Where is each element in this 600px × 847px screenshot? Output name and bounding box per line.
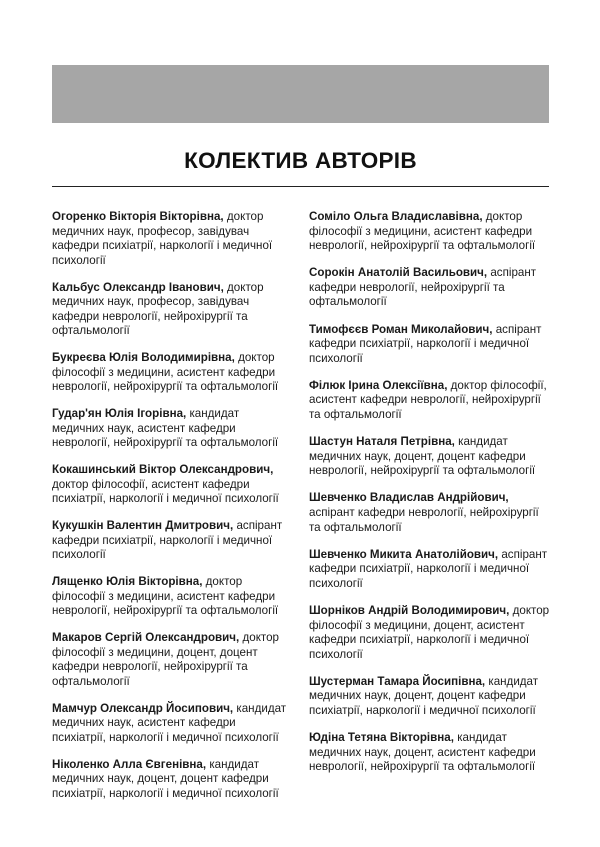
author-entry bbox=[309, 731, 553, 775]
author-entry bbox=[309, 435, 553, 479]
author-name: Соміло Ольга Владиславівна, bbox=[309, 210, 483, 223]
author-description: доктор філософії з медицини, асистент кафедри неврології, нейрохірургії та офтальмології bbox=[309, 210, 536, 253]
authors-column-right bbox=[309, 210, 553, 787]
author-entry bbox=[309, 323, 553, 367]
author-entry bbox=[52, 575, 290, 619]
author-description: доктор філософії з медицини, асистент кафедри неврології, нейрохірургії та офтальмології bbox=[52, 575, 279, 618]
author-name: Шастун Наталя Петрівна, bbox=[309, 435, 455, 449]
author-description: доктор медичних наук, професор, завідувач кафедри психіатрії, наркології і медичної психології bbox=[52, 210, 273, 267]
author-entry bbox=[309, 604, 553, 662]
author-description: кандидат медичних наук, доцент, доцент кафедри психіатрії, наркології і медичної психології bbox=[309, 674, 539, 718]
author-name: Букреєва Юлія Володимирівна, bbox=[52, 351, 235, 365]
author-description: доктор філософії, асистент кафедри психіатрії, наркології і медичної психології bbox=[52, 477, 279, 506]
author-entry bbox=[309, 491, 553, 535]
author-description: кандидат медичних наук, асистент кафедри неврології, нейрохірургії та офтальмології bbox=[52, 407, 279, 450]
author-entry bbox=[52, 407, 290, 451]
author-entry bbox=[52, 351, 290, 395]
author-entry bbox=[309, 266, 553, 310]
author-description: кандидат медичних наук, доцент, асистент кафедри неврології, нейрохірургії та офтальмології bbox=[309, 731, 536, 774]
page-title: КОЛЕКТИВ АВТОРІВ bbox=[184, 148, 417, 173]
authors-column-left bbox=[52, 210, 290, 813]
author-entry bbox=[309, 379, 553, 423]
author-entry bbox=[52, 631, 290, 689]
author-name: Мамчур Олександр Йосипович, bbox=[52, 701, 234, 715]
author-entry bbox=[52, 210, 290, 268]
author-name: Кокашинський Віктор Олександрович, bbox=[52, 463, 274, 477]
author-description: доктор філософії з медицини, доцент, асистент кафедри психіатрії, наркології і медичної психології bbox=[309, 603, 550, 661]
author-name: Огоренко Вікторія Вікторівна, bbox=[52, 210, 224, 223]
author-description: кандидат медичних наук, асистент кафедри психіатрії, наркології і медичної психології bbox=[52, 701, 287, 744]
author-name: Кальбус Олександр Іванович, bbox=[52, 280, 224, 294]
author-entry bbox=[52, 463, 290, 507]
author-description: доктор філософії, асистент кафедри неврології, нейрохірургії та офтальмології bbox=[309, 378, 547, 422]
author-name: Макаров Сергій Олександрович, bbox=[52, 630, 240, 644]
author-description: доктор філософії з медицини, асистент кафедри неврології, нейрохірургії та офтальмології bbox=[52, 351, 279, 394]
author-name: Шевченко Владислав Андрійович, bbox=[309, 491, 509, 505]
author-entry bbox=[309, 548, 553, 592]
author-entry bbox=[52, 281, 290, 339]
author-entry bbox=[52, 519, 290, 563]
author-name: Кукушкін Валентин Дмитрович, bbox=[52, 519, 234, 533]
author-description: кандидат медичних наук, доцент, доцент кафедри неврології, нейрохірургії та офтальмології bbox=[309, 435, 536, 478]
title-divider bbox=[52, 186, 549, 187]
author-name: Шорніков Андрій Володимирович, bbox=[309, 603, 510, 617]
author-name: Шевченко Микита Анатолійович, bbox=[309, 547, 499, 561]
author-description: доктор медичних наук, професор, завідувач кафедри неврології, нейрохірургії та офтальмології bbox=[52, 280, 264, 338]
author-entry bbox=[309, 210, 553, 254]
author-description: кандидат медичних наук, доцент, доцент кафедри психіатрії, наркології і медичної психології bbox=[52, 757, 279, 800]
author-name: Гудар'ян Юлія Ігорівна, bbox=[52, 407, 187, 421]
header-banner bbox=[52, 65, 549, 123]
author-name: Шустерман Тамара Йосипівна, bbox=[309, 674, 486, 688]
author-name: Ніколенко Алла Євгенівна, bbox=[52, 757, 207, 771]
author-entry bbox=[52, 758, 290, 802]
author-description: аспірант кафедри психіатрії, наркології і медичної психології bbox=[309, 322, 542, 365]
author-description: аспірант кафедри неврології, нейрохірургії та офтальмології bbox=[309, 506, 539, 534]
author-description: доктор філософії з медицини, доцент, доцент кафедри неврології, нейрохірургії та офтальмології bbox=[52, 630, 279, 688]
author-name: Філюк Ірина Олексіївна, bbox=[309, 378, 448, 392]
author-description: аспірант кафедри психіатрії, наркології і медичної психології bbox=[309, 547, 548, 590]
author-description: аспірант кафедри неврології, нейрохірургії та офтальмології bbox=[309, 266, 537, 309]
author-name: Юдіна Тетяна Вікторівна, bbox=[309, 731, 454, 745]
author-entry bbox=[309, 675, 553, 719]
author-name: Тимофєєв Роман Миколайович, bbox=[309, 322, 493, 336]
author-name: Лященко Юлія Вікторівна, bbox=[52, 575, 203, 588]
author-entry bbox=[52, 702, 290, 746]
author-description: аспірант кафедри психіатрії, наркології і медичної психології bbox=[52, 519, 283, 562]
author-name: Сорокін Анатолій Васильович, bbox=[309, 266, 488, 280]
